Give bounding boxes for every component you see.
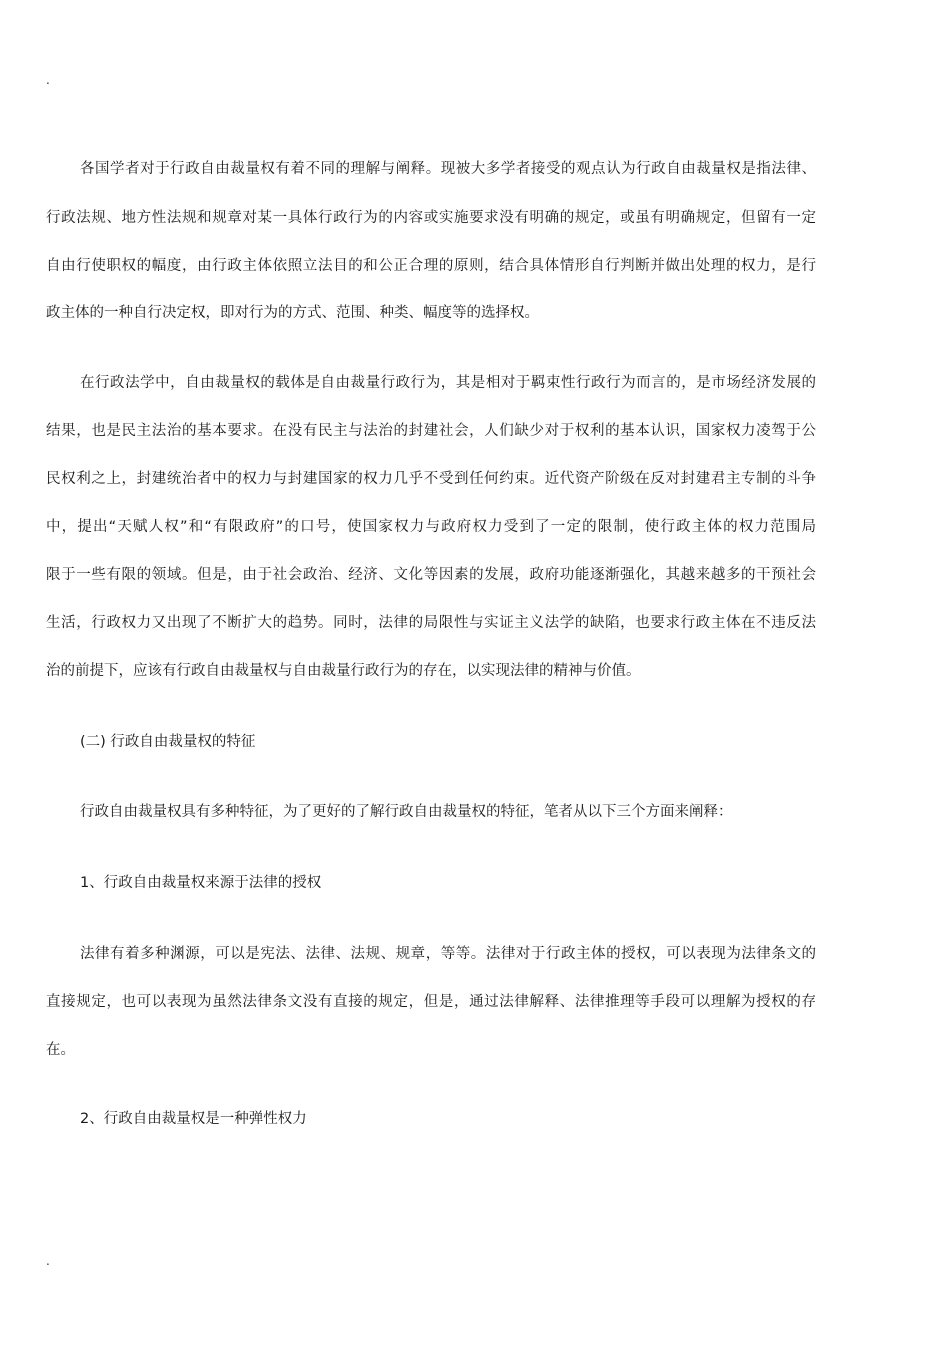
paragraph-4-line-2: 直接规定，也可以表现为虽然法律条文没有直接的规定，但是，通过法律解释、法律推理等手段可以理解为授权的存 <box>46 994 816 1010</box>
subheading-2: 2、行政自由裁量权是一种弹性权力 <box>80 1111 307 1127</box>
paragraph-2-line-5: 限于一些有限的领域。但是，由于社会政治、经济、文化等因素的发展，政府功能逐渐强化，其越来越多的干预社会 <box>46 567 816 583</box>
subheading-1: 1、行政自由裁量权来源于法律的授权 <box>80 875 322 891</box>
header-mark: . <box>46 73 50 87</box>
paragraph-1-line-1: 各国学者对于行政自由裁量权有着不同的理解与阐释。现被大多学者接受的观点认为行政自由裁量权是指法律、 <box>80 161 816 177</box>
paragraph-2-line-4: 中，提出“天赋人权”和“有限政府”的口号，使国家权力与政府权力受到了一定的限制，使行政主体的权力范围局 <box>46 519 816 535</box>
section-heading: (二) 行政自由裁量权的特征 <box>80 734 256 750</box>
paragraph-2-line-6: 生活，行政权力又出现了不断扩大的趋势。同时，法律的局限性与实证主义法学的缺陷，也要求行政主体在不违反法 <box>46 615 816 631</box>
paragraph-3: 行政自由裁量权具有多种特征，为了更好的了解行政自由裁量权的特征，笔者从以下三个方面来阐释： <box>80 804 733 820</box>
paragraph-2-line-7: 治的前提下，应该有行政自由裁量权与自由裁量行政行为的存在，以实现法律的精神与价值。 <box>46 663 641 679</box>
footer-mark: . <box>46 1254 50 1268</box>
paragraph-2-line-3: 民权利之上，封建统治者中的权力与封建国家的权力几乎不受到任何约束。近代资产阶级在反对封建君主专制的斗争 <box>46 471 816 487</box>
paragraph-1-line-2: 行政法规、地方性法规和规章对某一具体行政行为的内容或实施要求没有明确的规定，或虽有明确规定，但留有一定 <box>46 210 816 226</box>
paragraph-4-line-3: 在。 <box>46 1042 75 1058</box>
paragraph-1-line-3: 自由行使职权的幅度，由行政主体依照立法目的和公正合理的原则，结合具体情形自行判断并做出处理的权力，是行 <box>46 258 816 274</box>
paragraph-2-line-2: 结果，也是民主法治的基本要求。在没有民主与法治的封建社会，人们缺少对于权利的基本认识，国家权力凌驾于公 <box>46 423 816 439</box>
paragraph-1-line-4: 政主体的一种自行决定权，即对行为的方式、范围、种类、幅度等的选择权。 <box>46 305 539 321</box>
paragraph-4-line-1: 法律有着多种渊源，可以是宪法、法律、法规、规章，等等。法律对于行政主体的授权，可以表现为法律条文的 <box>80 946 816 962</box>
paragraph-2-line-1: 在行政法学中，自由裁量权的载体是自由裁量行政行为，其是相对于羁束性行政行为而言的，是市场经济发展的 <box>80 375 816 391</box>
